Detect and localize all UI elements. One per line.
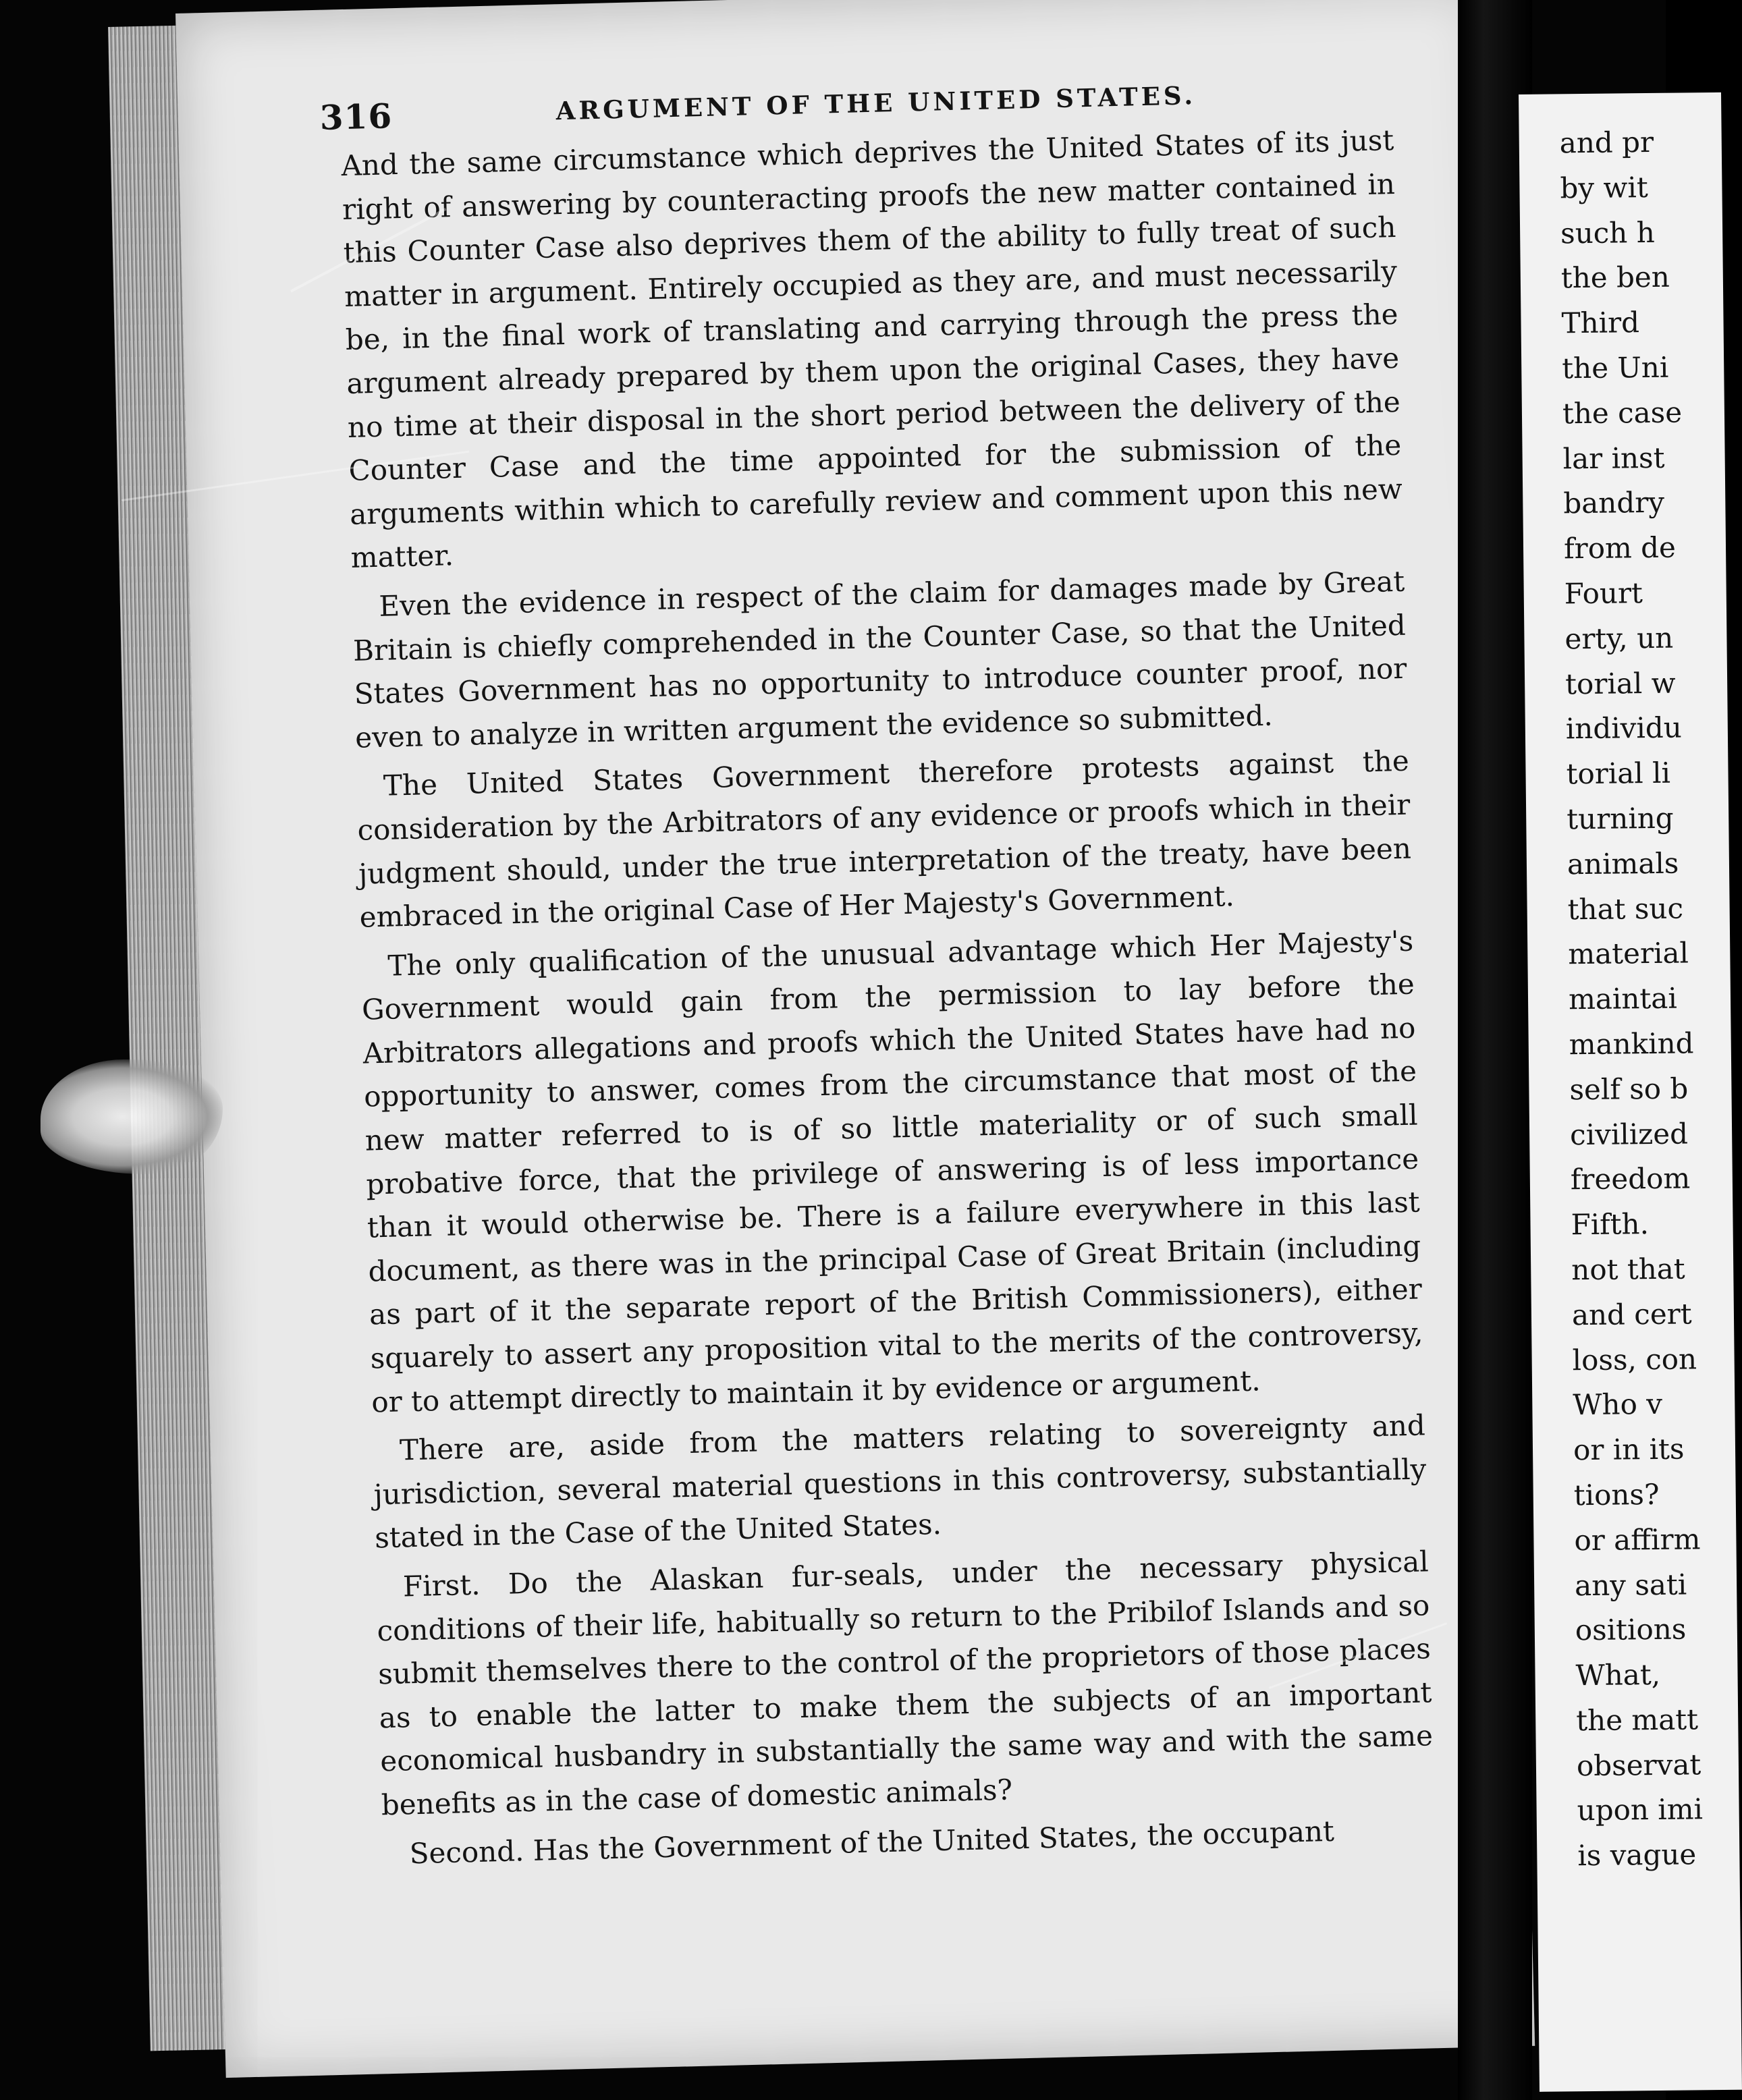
right-page-line: self so b (1569, 1072, 1689, 1107)
right-page-line: or affirm (1574, 1522, 1701, 1557)
right-page-line: erty, un (1564, 621, 1674, 656)
left-page-content (319, 65, 1436, 1881)
right-page (1519, 92, 1742, 2092)
right-page-line: ositions (1575, 1612, 1687, 1647)
right-page-line: freedom (1570, 1161, 1691, 1196)
paper-damage-stain (40, 1059, 223, 1174)
right-page-line: tions? (1573, 1477, 1660, 1512)
right-page-line: that suc (1567, 891, 1684, 926)
right-page-line: not that (1571, 1252, 1685, 1287)
paragraph: There are, aside from the matters relating to sovereignty and jurisdiction, several material questions in this controversy, substantially stated in the Case of the United States. (373, 1408, 1427, 1555)
paragraph: Even the evidence in respect of the claim for damages made by Great Britain is chiefly comprehended in the Counter Case, so that the United States Government has no opportunity to introduce counter proof, nor even to analyze in written argument the evidence so submitted. (352, 564, 1407, 754)
right-page-line: mankind (1569, 1026, 1694, 1061)
right-page-line: and pr (1559, 125, 1654, 160)
paragraph: The only qualification of the unusual advantage which Her Majesty's Government would gain from the permission to lay before the Arbitrators allegations and proofs which the United States have had no opportunity to answer, comes from the circumstance that most of the new matter referred to is of so little materiality or of such small probative force, that the privilege of answering is of less importance than it would otherwise be. There is a failure everywhere in this last document, as there was in the principal Case of Great Britain (including as part of it the separate report of the British Commissioners), either squarely to assert any proposition vital to the merits of the controversy, or to attempt directly to maintain it by evidence or argument. (361, 924, 1423, 1419)
right-page-line: material (1568, 936, 1689, 971)
right-page-line: any sati (1574, 1568, 1687, 1602)
right-page-line: Fourt (1564, 576, 1643, 611)
right-page-line: the ben (1560, 260, 1670, 295)
right-page-line: the Uni (1561, 350, 1669, 385)
paragraph: The United States Government therefore protests against the consideration by the Arbitrators of any evidence or proofs which in their judgment should, under the true interpretation of the treaty, have been embraced in the original Case of Her Majesty's Government. (357, 744, 1412, 934)
body-text (341, 119, 1436, 1877)
right-page-text (1559, 119, 1704, 1879)
right-page-line: is vague (1577, 1837, 1697, 1873)
page-number: 316 (319, 96, 393, 138)
page-heading: ARGUMENT OF THE UNITED STATES. (555, 80, 1197, 126)
right-page-line: turning (1566, 801, 1674, 836)
right-page-line: Who v (1573, 1387, 1663, 1422)
left-page (175, 0, 1535, 2078)
right-page-line: torial w (1564, 666, 1676, 700)
right-page-line: or in its (1573, 1432, 1685, 1467)
right-page-line: Fifth. (1571, 1207, 1650, 1242)
right-page-line: individu (1565, 711, 1683, 746)
right-page-line: the case (1562, 395, 1683, 431)
paragraph: And the same circumstance which deprives the United States of its just right of answering by counteracting proofs the new matter contained in this Counter Case also deprives them of the ability to fully treat of such matter in argument. Entirely occupied as they are, and must necessarily be, in the final work of translating and carrying through the press the argument already prepared by them upon the original Cases, they have no time at their disposal in the short period between the delivery of the Counter Case and the time appointed for the submission of the arguments within which to carefully review and comment upon this new matter. (340, 123, 1403, 575)
right-page-line: lar inst (1562, 441, 1665, 475)
right-page-line: torial li (1566, 756, 1671, 791)
right-page-line: from de (1563, 530, 1677, 565)
right-page-line: such h (1560, 215, 1655, 250)
right-page-line: bandry (1563, 486, 1665, 520)
paragraph: First. Do the Alaskan fur-seals, under the necessary physical conditions of their life, habitually so return to the Pribilof Islands and so submit themselves there to the control of the proprietors of those places as to enable the latter to make them the subjects of an important economical husbandry in substantially the same way and with the same benefits as in the case of domestic animals? (377, 1545, 1434, 1822)
right-page-line: Third (1561, 306, 1640, 340)
right-page-line: the matt (1575, 1703, 1699, 1738)
right-page-line: maintai (1568, 981, 1677, 1016)
paragraph: Second. Has the Government of the United States, the occupant (409, 1814, 1335, 1870)
right-page-line: What, (1575, 1658, 1661, 1692)
right-page-line: civilized (1569, 1116, 1689, 1151)
right-page-line: upon imi (1577, 1792, 1704, 1827)
right-page-line: by wit (1560, 170, 1648, 205)
right-page-line: animals (1567, 846, 1679, 881)
right-page-line: observat (1576, 1747, 1702, 1782)
right-page-line: loss, con (1572, 1342, 1697, 1377)
right-page-line: and cert (1571, 1297, 1692, 1331)
